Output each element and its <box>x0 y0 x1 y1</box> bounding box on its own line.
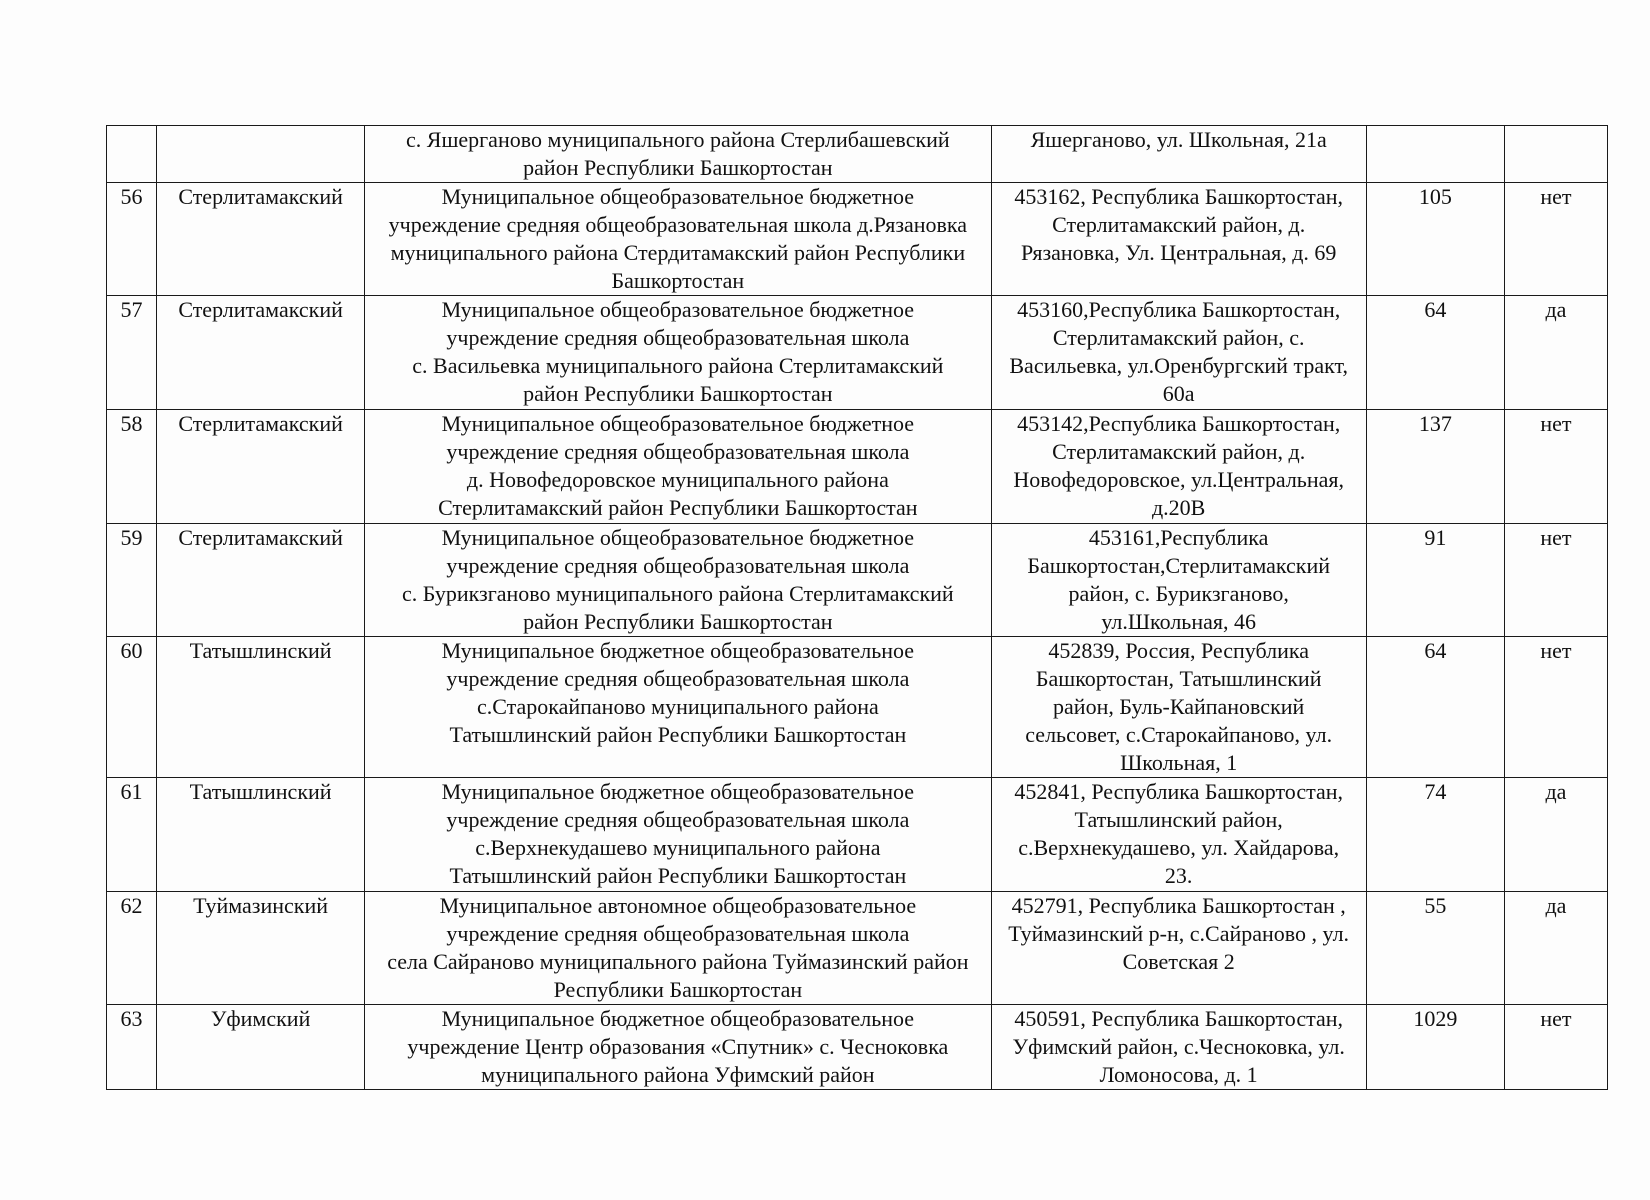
flag-cell: нет <box>1504 637 1607 778</box>
school-name-cell <box>365 892 991 1005</box>
school-name-line: муниципального района Стердитамакский район Республики <box>390 240 966 265</box>
school-name-line: с. Бурикзганово муниципального района Стерлитамакский <box>402 581 954 606</box>
school-name-cell <box>365 637 991 778</box>
address-line: ул.Школьная, 46 <box>1101 609 1256 634</box>
row-number-cell: 58 <box>107 410 157 524</box>
district-cell: Татышлинский <box>157 637 365 778</box>
school-name-line: Республики Башкортостан <box>553 977 803 1002</box>
school-name-line: учреждение средняя общеобразовательная школа д.Рязановка <box>388 212 968 237</box>
flag-cell: нет <box>1504 1005 1607 1090</box>
flag-cell: да <box>1504 778 1607 892</box>
address-line: 450591, Республика Башкортостан, <box>1014 1006 1344 1031</box>
address-line: Башкортостан,Стерлитамакский <box>1027 553 1331 578</box>
address-line: 453162, Республика Башкортостан, <box>1014 184 1344 209</box>
flag-cell: нет <box>1504 524 1607 637</box>
table-row <box>107 778 1608 892</box>
row-number-cell: 59 <box>107 524 157 637</box>
count-cell <box>1366 126 1504 183</box>
school-name-line: учреждение средняя общеобразовательная школа <box>446 921 910 946</box>
address-line: Туймазинский р-н, с.Сайраново , ул. <box>1008 921 1350 946</box>
school-name-cell <box>365 183 991 296</box>
school-name-line: д. Новофедоровское муниципального района <box>466 467 889 492</box>
table-row <box>107 892 1608 1005</box>
count-cell: 64 <box>1366 637 1504 778</box>
table-row <box>107 410 1608 524</box>
address-line: Уфимский район, с.Чесноковка, ул. <box>1012 1034 1345 1059</box>
school-name-line: учреждение средняя общеобразовательная школа <box>446 439 910 464</box>
address-cell <box>991 637 1366 778</box>
school-name-line: муниципального района Уфимский район <box>481 1062 875 1087</box>
school-name-line: Муниципальное общеобразовательное бюджетное <box>441 525 915 550</box>
address-line: Татышлинский район, <box>1074 807 1283 832</box>
address-line: 453160,Республика Башкортостан, <box>1017 297 1341 322</box>
row-number-cell: 56 <box>107 183 157 296</box>
count-cell: 105 <box>1366 183 1504 296</box>
school-name-line: с.Старокайпаново муниципального района <box>476 694 879 719</box>
address-line: Новофедоровское, ул.Центральная, <box>1013 467 1344 492</box>
address-line: Стерлитамакский район, д. <box>1052 212 1306 237</box>
school-name-line: Муниципальное автономное общеобразовательное <box>439 893 917 918</box>
district-cell: Стерлитамакский <box>157 410 365 524</box>
school-name-line: район Республики Башкортостан <box>523 155 833 180</box>
school-name-line: Татышлинский район Республики Башкортостан <box>449 863 907 888</box>
district-cell: Стерлитамакский <box>157 524 365 637</box>
address-cell <box>991 524 1366 637</box>
count-cell: 55 <box>1366 892 1504 1005</box>
address-line: Стерлитамакский район, с. <box>1052 325 1305 350</box>
address-line: 453161,Республика <box>1088 525 1269 550</box>
address-line: 452841, Республика Башкортостан, <box>1014 779 1344 804</box>
school-name-line: Муниципальное общеобразовательное бюджетное <box>441 411 915 436</box>
address-cell <box>991 410 1366 524</box>
school-name-line: учреждение средняя общеобразовательная школа <box>446 666 910 691</box>
flag-cell: нет <box>1504 183 1607 296</box>
school-name-line: учреждение средняя общеобразовательная школа <box>446 325 910 350</box>
flag-cell: да <box>1504 296 1607 410</box>
table-row <box>107 296 1608 410</box>
school-name-line: район Республики Башкортостан <box>523 609 833 634</box>
school-name-line: села Сайраново муниципального района Туймазинский район <box>387 949 969 974</box>
address-line: Советская 2 <box>1122 949 1235 974</box>
row-number-cell <box>107 126 157 183</box>
school-name-cell <box>365 778 991 892</box>
school-name-line: учреждение средняя общеобразовательная школа <box>446 553 910 578</box>
flag-cell: да <box>1504 892 1607 1005</box>
address-line: Башкортостан, Татышлинский <box>1035 666 1322 691</box>
school-name-line: Муниципальное общеобразовательное бюджетное <box>441 297 915 322</box>
address-line: с.Верхнекудашево, ул. Хайдарова, <box>1018 835 1340 860</box>
address-line: 23. <box>1164 863 1193 888</box>
address-line: Школьная, 1 <box>1120 750 1238 775</box>
district-cell: Туймазинский <box>157 892 365 1005</box>
address-line: Васильевка, ул.Оренбургский тракт, <box>1009 353 1348 378</box>
table-row <box>107 183 1608 296</box>
count-cell: 64 <box>1366 296 1504 410</box>
schools-table <box>106 125 1608 1090</box>
table-row <box>107 637 1608 778</box>
district-cell <box>157 126 365 183</box>
address-line: Стерлитамакский район, д. <box>1052 439 1306 464</box>
address-cell <box>991 296 1366 410</box>
address-line: Рязановка, Ул. Центральная, д. 69 <box>1020 240 1337 265</box>
school-name-line: Татышлинский район Республики Башкортостан <box>449 722 907 747</box>
school-name-cell <box>365 1005 991 1090</box>
school-name-line: с. Яшерганово муниципального района Стерлибашевский <box>406 127 950 152</box>
row-number-cell: 61 <box>107 778 157 892</box>
address-line: Ломоносова, д. 1 <box>1099 1062 1258 1087</box>
address-cell <box>991 126 1366 183</box>
school-name-cell <box>365 126 991 183</box>
count-cell: 91 <box>1366 524 1504 637</box>
school-name-cell <box>365 524 991 637</box>
flag-cell <box>1504 126 1607 183</box>
count-cell: 1029 <box>1366 1005 1504 1090</box>
school-name-line: с. Васильевка муниципального района Стерлитамакский <box>412 353 944 378</box>
address-cell <box>991 1005 1366 1090</box>
school-name-line: Муниципальное бюджетное общеобразовательное <box>441 1006 915 1031</box>
address-cell <box>991 778 1366 892</box>
row-number-cell: 62 <box>107 892 157 1005</box>
school-name-line: Муниципальное общеобразовательное бюджетное <box>441 184 915 209</box>
address-line: 452839, Россия, Республика <box>1048 638 1310 663</box>
school-name-cell <box>365 296 991 410</box>
address-cell <box>991 892 1366 1005</box>
address-line: 453142,Республика Башкортостан, <box>1017 411 1341 436</box>
count-cell: 74 <box>1366 778 1504 892</box>
flag-cell: нет <box>1504 410 1607 524</box>
district-cell: Стерлитамакский <box>157 183 365 296</box>
row-number-cell: 63 <box>107 1005 157 1090</box>
school-name-line: с.Верхнекудашево муниципального района <box>475 835 881 860</box>
count-cell: 137 <box>1366 410 1504 524</box>
school-name-line: учреждение Центр образования «Спутник» с. Чесноковка <box>407 1034 949 1059</box>
school-name-line: Муниципальное бюджетное общеобразовательное <box>441 779 915 804</box>
address-line: 452791, Республика Башкортостан , <box>1011 893 1346 918</box>
school-name-line: район Республики Башкортостан <box>523 381 833 406</box>
address-line: район, Буль-Кайпановский <box>1053 694 1305 719</box>
address-cell <box>991 183 1366 296</box>
school-name-line: Башкортостан <box>611 268 745 293</box>
table-row <box>107 1005 1608 1090</box>
school-name-line: учреждение средняя общеобразовательная школа <box>446 807 910 832</box>
table-row-continuation <box>107 126 1608 183</box>
district-cell: Уфимский <box>157 1005 365 1090</box>
address-line: 60а <box>1162 381 1195 406</box>
address-line: д.20В <box>1151 495 1206 520</box>
address-line: район, с. Бурикзганово, <box>1068 581 1289 606</box>
row-number-cell: 60 <box>107 637 157 778</box>
table-row <box>107 524 1608 637</box>
district-cell: Стерлитамакский <box>157 296 365 410</box>
district-cell: Татышлинский <box>157 778 365 892</box>
row-number-cell: 57 <box>107 296 157 410</box>
school-name-line: Муниципальное бюджетное общеобразовательное <box>441 638 915 663</box>
school-name-line: Стерлитамакский район Республики Башкортостан <box>438 495 918 520</box>
address-line: сельсовет, с.Старокайпаново, ул. <box>1025 722 1333 747</box>
address-line: Яшерганово, ул. Школьная, 21а <box>1030 127 1327 152</box>
school-name-cell <box>365 410 991 524</box>
